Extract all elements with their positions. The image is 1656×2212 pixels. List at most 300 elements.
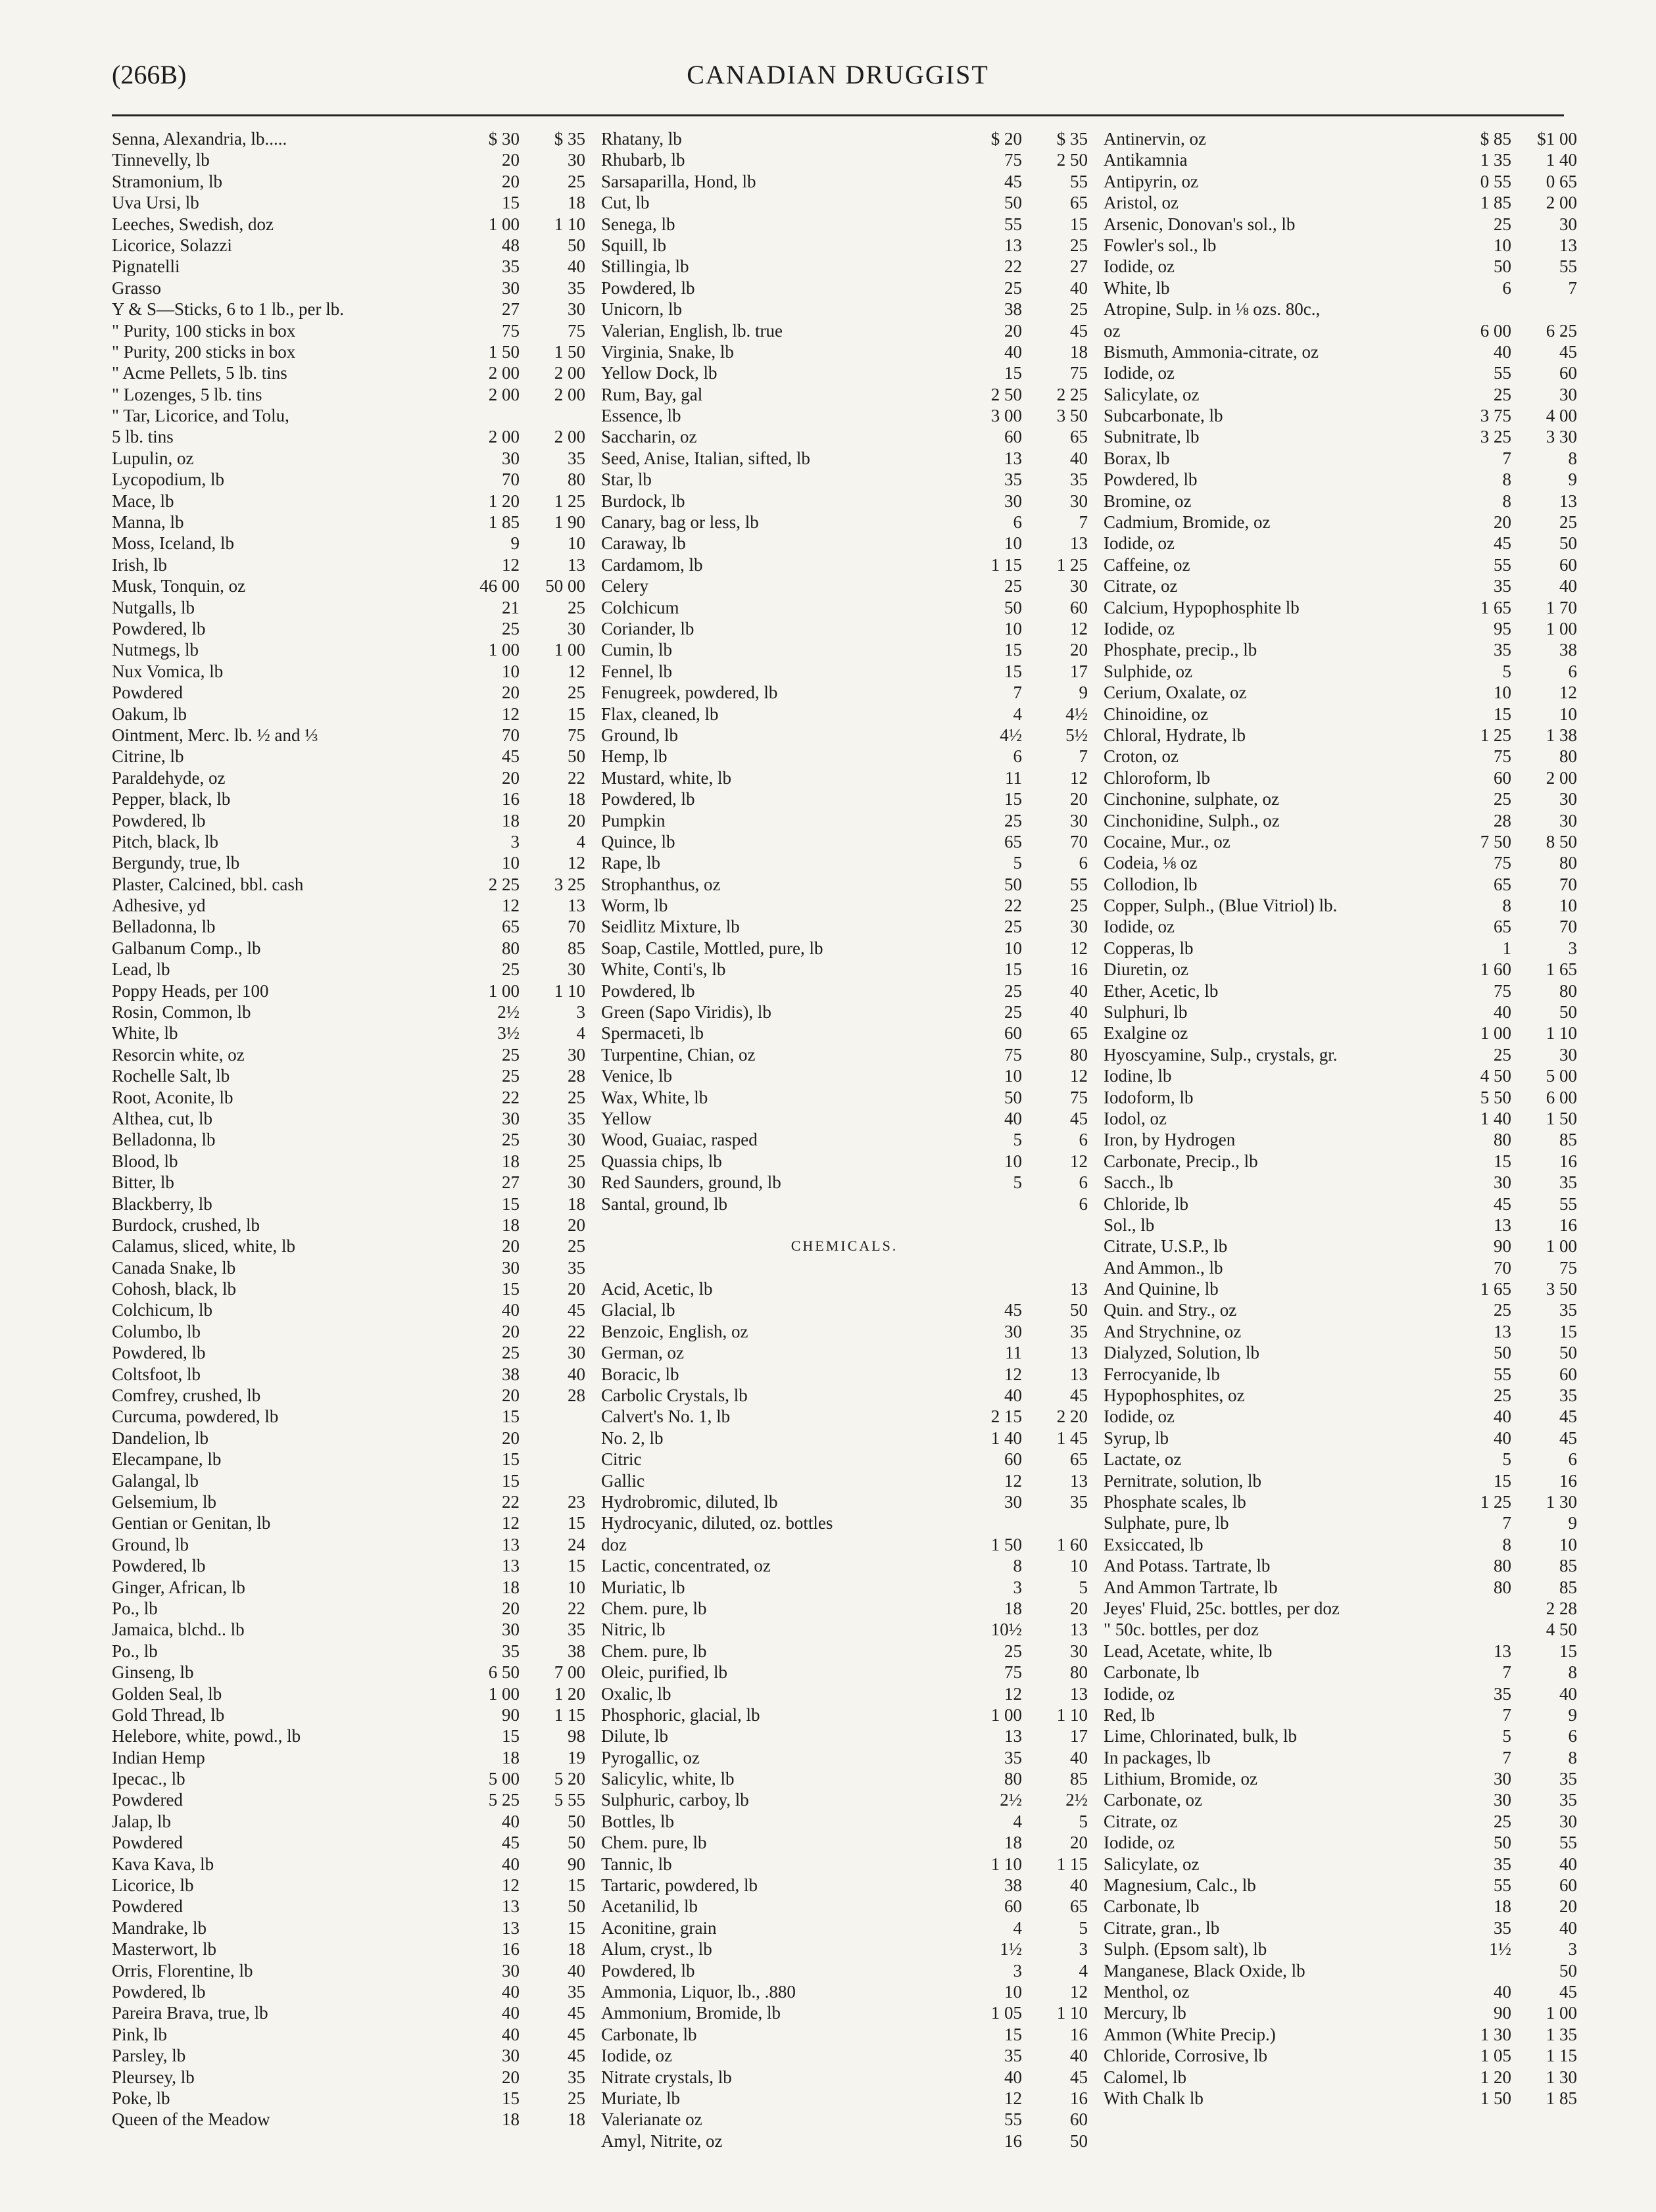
price-row xyxy=(1104,235,1577,256)
item-name: Cerium, Oxalate, oz xyxy=(1104,683,1247,703)
item-name: Hydrobromic, diluted, lb xyxy=(601,1492,778,1512)
item-name: Pitch, black, lb xyxy=(112,831,218,852)
price-low: 8 xyxy=(1013,1556,1022,1576)
price-low: 60 xyxy=(1004,1449,1022,1470)
price-high: 15 xyxy=(568,1917,585,1938)
price-low: 45 xyxy=(502,1833,520,1853)
price-high: 5 xyxy=(1079,1917,1088,1938)
price-row xyxy=(1104,810,1577,831)
price-column-1 xyxy=(112,128,585,2152)
item-name: Powdered xyxy=(112,1896,183,1917)
price-high: 20 xyxy=(1559,1896,1577,1917)
price-row xyxy=(601,512,1088,533)
price-row xyxy=(1104,299,1577,320)
price-low: 7 xyxy=(1013,683,1022,703)
price-low: 13 xyxy=(502,1534,520,1554)
price-row xyxy=(1104,533,1577,554)
price-low: 30 xyxy=(1004,491,1022,511)
item-name: Phosphate scales, lb xyxy=(1104,1492,1246,1512)
price-high: 5 xyxy=(1079,1577,1088,1597)
item-name: And Quinine, lb xyxy=(1104,1279,1219,1299)
price-high: 40 xyxy=(1559,1917,1577,1938)
price-row xyxy=(1104,852,1577,873)
price-low: 6 50 xyxy=(488,1662,520,1683)
price-row xyxy=(1104,448,1577,469)
item-name: Kava Kava, lb xyxy=(112,1854,214,1874)
price-row xyxy=(112,597,585,618)
price-high: 90 xyxy=(568,1854,585,1874)
price-high: 60 xyxy=(1559,363,1577,383)
price-high: 30 xyxy=(568,1130,585,1150)
price-low: 35 xyxy=(1494,1683,1511,1704)
price-low: 1 20 xyxy=(488,491,520,511)
price-low: 22 xyxy=(502,1492,520,1512)
price-low: 15 xyxy=(502,1449,520,1470)
price-low: 50 xyxy=(1004,597,1022,617)
price-low: 15 xyxy=(502,193,520,213)
price-row xyxy=(601,1278,1088,1299)
price-high: 30 xyxy=(568,618,585,638)
price-row xyxy=(1104,2045,1577,2066)
item-name: Bitter, lb xyxy=(112,1172,174,1193)
item-name: Root, Aconite, lb xyxy=(112,1087,233,1107)
item-name: Salicylic, white, lb xyxy=(601,1769,735,1789)
price-low: 25 xyxy=(502,1044,520,1065)
price-low: 6 xyxy=(1502,277,1511,298)
price-column-3 xyxy=(1104,128,1577,2152)
price-low: 25 xyxy=(1004,1002,1022,1022)
item-name: Atropine, Sulp. in ⅛ ozs. 80c., xyxy=(1104,299,1321,320)
price-row xyxy=(112,1811,585,1832)
price-low: 16 xyxy=(502,1939,520,1960)
price-high: 1 10 xyxy=(554,214,585,234)
item-name: Powdered, lb xyxy=(1104,469,1198,490)
item-name: Citrate, U.S.P., lb xyxy=(1104,1236,1228,1257)
price-low: 90 xyxy=(502,1704,520,1725)
price-row xyxy=(112,1001,585,1022)
price-row xyxy=(112,1257,585,1278)
price-row xyxy=(1104,1428,1577,1449)
item-name: Iodide, oz xyxy=(1104,1683,1175,1704)
price-high: 50 xyxy=(568,1833,585,1853)
item-name: Ginseng, lb xyxy=(112,1662,194,1683)
price-row xyxy=(1104,1065,1577,1086)
price-low: 25 xyxy=(1494,1300,1511,1320)
price-high: 1 10 xyxy=(1056,1704,1088,1725)
price-high: 9 xyxy=(1568,469,1577,490)
price-row xyxy=(112,384,585,405)
price-row xyxy=(601,1449,1088,1470)
price-high: 15 xyxy=(568,1875,585,1896)
price-row xyxy=(112,1854,585,1875)
price-row xyxy=(601,299,1088,320)
price-high: 5 00 xyxy=(1546,1066,1577,1086)
price-low: 20 xyxy=(502,683,520,703)
item-name: Oxalic, lb xyxy=(601,1683,671,1704)
price-low: 40 xyxy=(502,1854,520,1874)
price-row xyxy=(112,512,585,533)
item-name: Pyrogallic, oz xyxy=(601,1747,700,1767)
price-low: 2 00 xyxy=(488,384,520,404)
price-low: 1 50 xyxy=(990,1534,1022,1554)
price-high: 60 xyxy=(1559,1364,1577,1384)
price-high: 50 xyxy=(1559,1960,1577,1981)
price-low: 1½ xyxy=(1000,1939,1022,1960)
price-row xyxy=(601,1001,1088,1022)
price-row xyxy=(112,341,585,362)
price-low: 70 xyxy=(502,725,520,745)
price-high: 35 xyxy=(1070,469,1088,490)
price-low: 50 xyxy=(1494,1833,1511,1853)
price-row xyxy=(112,661,585,682)
price-row xyxy=(601,938,1088,959)
price-high: 18 xyxy=(1070,341,1088,362)
item-name: Calvert's No. 1, lb xyxy=(601,1407,731,1427)
item-name: Chloroform, lb xyxy=(1104,767,1210,788)
price-row xyxy=(601,256,1088,277)
item-name: Rhubarb, lb xyxy=(601,150,685,170)
item-name: Chloral, Hydrate, lb xyxy=(1104,725,1246,745)
item-name: And Ammon., lb xyxy=(1104,1257,1223,1278)
item-name: Bromine, oz xyxy=(1104,491,1192,511)
item-name: Oleic, purified, lb xyxy=(601,1662,727,1683)
price-low: 70 xyxy=(1494,1257,1511,1278)
price-high: 2 00 xyxy=(554,363,585,383)
item-name: Magnesium, Calc., lb xyxy=(1104,1875,1256,1896)
price-high: 70 xyxy=(568,917,585,937)
price-row xyxy=(112,575,585,596)
item-name: Bismuth, Ammonia-citrate, oz xyxy=(1104,341,1319,362)
price-low: 20 xyxy=(502,1428,520,1448)
item-name: Hydrocyanic, diluted, oz. bottles xyxy=(601,1513,833,1533)
item-name: Copper, Sulph., (Blue Vitriol) lb. xyxy=(1104,896,1338,916)
price-low: 25 xyxy=(1004,917,1022,937)
price-row xyxy=(1104,1449,1577,1470)
price-high: 2 28 xyxy=(1546,1598,1577,1618)
price-row xyxy=(112,1385,585,1406)
price-row xyxy=(1104,1044,1577,1065)
item-name: Poke, lb xyxy=(112,2088,170,2108)
item-name: Ground, lb xyxy=(112,1534,189,1554)
price-high: 30 xyxy=(568,299,585,320)
price-low: 12 xyxy=(502,704,520,724)
item-name: Plaster, Calcined, bbl. cash xyxy=(112,874,304,894)
price-row xyxy=(1104,1172,1577,1193)
item-name: Gold Thread, lb xyxy=(112,1704,225,1725)
price-low: 25 xyxy=(1494,789,1511,809)
price-low: 16 xyxy=(1004,2130,1022,2151)
price-low: 1 85 xyxy=(488,512,520,533)
price-low: 5 00 xyxy=(488,1769,520,1789)
item-name: Iodide, oz xyxy=(1104,1833,1175,1853)
price-high: 75 xyxy=(568,725,585,745)
price-row xyxy=(112,874,585,895)
price-low: 22 xyxy=(502,1087,520,1107)
price-low: 50 xyxy=(1004,874,1022,894)
item-name: Ammon (White Precip.) xyxy=(1104,2024,1276,2044)
item-name: Celery xyxy=(601,576,648,596)
price-row xyxy=(601,895,1088,916)
price-row xyxy=(112,1747,585,1768)
item-name: Senna, Alexandria, lb..... xyxy=(112,129,287,149)
item-name: Althea, cut, lb xyxy=(112,1108,212,1128)
price-low: 95 xyxy=(1494,618,1511,638)
item-name: Fenugreek, powdered, lb xyxy=(601,683,778,703)
item-name: Iodide, oz xyxy=(1104,363,1175,383)
price-high: 55 xyxy=(1559,1833,1577,1853)
price-row xyxy=(112,1875,585,1896)
item-name: Iodol, oz xyxy=(1104,1108,1167,1128)
price-low: 46 00 xyxy=(479,576,520,596)
price-high: 1 20 xyxy=(554,1683,585,1704)
price-row xyxy=(1104,1854,1577,1875)
price-low: 50 xyxy=(1494,1343,1511,1363)
price-high: 65 xyxy=(1070,1896,1088,1917)
price-high: 1 10 xyxy=(1056,2003,1088,2023)
price-low: 35 xyxy=(1004,469,1022,490)
price-row xyxy=(112,2109,585,2130)
price-low: 2 25 xyxy=(488,874,520,894)
price-high: 18 xyxy=(568,1193,585,1214)
item-name: Sol., lb xyxy=(1104,1214,1155,1235)
item-name: Powdered, lb xyxy=(112,1343,206,1363)
item-name: Yellow xyxy=(601,1108,652,1128)
price-low: 30 xyxy=(1004,1492,1022,1512)
item-name: Resorcin white, oz xyxy=(112,1044,245,1065)
item-name: Wax, White, lb xyxy=(601,1087,708,1107)
price-row xyxy=(1104,1938,1577,1960)
item-name: White, lb xyxy=(1104,277,1170,298)
price-row xyxy=(112,1321,585,1342)
price-low: 55 xyxy=(1494,554,1511,575)
price-high: 2 00 xyxy=(1546,193,1577,213)
item-name: Alum, cryst., lb xyxy=(601,1939,712,1960)
price-low: 25 xyxy=(502,959,520,980)
price-low: 40 xyxy=(1494,1002,1511,1022)
item-name: Fennel, lb xyxy=(601,661,672,681)
item-name: Muriate, lb xyxy=(601,2088,680,2108)
item-name: With Chalk lb xyxy=(1104,2088,1204,2108)
price-low: 10½ xyxy=(990,1620,1022,1640)
price-high: 45 xyxy=(1559,1981,1577,2002)
price-row xyxy=(601,405,1088,426)
price-low: 3 xyxy=(1013,1577,1022,1597)
price-low: 25 xyxy=(502,618,520,638)
price-high: 35 xyxy=(1070,1492,1088,1512)
price-low: 6 00 xyxy=(1480,320,1511,341)
price-low: 60 xyxy=(1494,767,1511,788)
price-high: 40 xyxy=(1070,2046,1088,2066)
price-low: 8 xyxy=(1502,469,1511,490)
price-high: 45 xyxy=(1070,320,1088,341)
price-high: 60 xyxy=(1559,1875,1577,1896)
item-name: Indian Hemp xyxy=(112,1747,205,1767)
price-row xyxy=(601,1470,1088,1491)
price-row xyxy=(112,1470,585,1491)
price-row xyxy=(112,214,585,235)
price-row xyxy=(112,2088,585,2109)
price-low: 1 00 xyxy=(488,640,520,660)
price-row xyxy=(1104,256,1577,277)
price-row xyxy=(1104,2024,1577,2045)
price-high: 45 xyxy=(1070,1108,1088,1128)
price-low: 18 xyxy=(1004,1833,1022,1853)
price-row xyxy=(601,1428,1088,1449)
price-low: 30 xyxy=(502,2046,520,2066)
price-high: 3 xyxy=(1079,1939,1088,1960)
price-row xyxy=(601,149,1088,170)
price-low: 1½ xyxy=(1489,1939,1511,1960)
price-low: 13 xyxy=(1494,1321,1511,1341)
item-name: Grasso xyxy=(112,277,161,298)
price-high: 22 xyxy=(568,1598,585,1618)
price-low: 75 xyxy=(1494,746,1511,767)
price-low: 1 40 xyxy=(1480,1108,1511,1128)
price-row xyxy=(1104,704,1577,725)
price-row xyxy=(1104,192,1577,213)
price-row xyxy=(112,192,585,213)
price-row xyxy=(112,1555,585,1576)
price-row xyxy=(112,320,585,341)
price-low: 2 50 xyxy=(990,384,1022,404)
price-row xyxy=(601,767,1088,788)
price-high: 35 xyxy=(1559,1769,1577,1789)
price-low: 5 50 xyxy=(1480,1087,1511,1107)
item-name: Lead, lb xyxy=(112,959,170,980)
price-low: 12 xyxy=(1004,2088,1022,2108)
price-low: 45 xyxy=(1494,533,1511,554)
price-low: 1 25 xyxy=(1480,1492,1511,1512)
item-name: Powdered, lb xyxy=(112,1556,206,1576)
price-low: 11 xyxy=(1005,767,1022,788)
price-high: 13 xyxy=(1559,491,1577,511)
price-low: 75 xyxy=(502,320,520,341)
item-name: Musk, Tonquin, oz xyxy=(112,576,246,596)
price-low: 20 xyxy=(502,150,520,170)
price-row xyxy=(112,1512,585,1533)
price-high: 1 00 xyxy=(1546,2003,1577,2023)
item-name: Red Saunders, ground, lb xyxy=(601,1172,781,1193)
price-row xyxy=(112,1129,585,1150)
price-low: 40 xyxy=(502,1300,520,1320)
price-low: 55 xyxy=(1004,214,1022,234)
price-low: 5 xyxy=(1502,661,1511,681)
price-row xyxy=(112,128,585,149)
price-low: 20 xyxy=(502,1236,520,1257)
item-name: Ground, lb xyxy=(601,725,678,745)
item-name: Powdered, lb xyxy=(112,618,206,638)
price-low: 7 50 xyxy=(1480,831,1511,852)
price-row xyxy=(601,491,1088,512)
price-row xyxy=(601,341,1088,362)
price-low: 65 xyxy=(502,917,520,937)
price-high: 25 xyxy=(1070,299,1088,320)
item-name: Paraldehyde, oz xyxy=(112,767,226,788)
item-name: Iodoform, lb xyxy=(1104,1087,1194,1107)
price-low: 7 xyxy=(1502,1747,1511,1767)
price-row xyxy=(112,1108,585,1129)
price-row xyxy=(1104,767,1577,788)
price-high: 45 xyxy=(1559,1407,1577,1427)
item-name: Burdock, crushed, lb xyxy=(112,1214,260,1235)
item-name: " Purity, 200 sticks in box xyxy=(112,341,296,362)
price-low: 12 xyxy=(502,1875,520,1896)
price-high: 12 xyxy=(1070,1151,1088,1171)
price-row xyxy=(112,1214,585,1236)
price-row xyxy=(601,426,1088,447)
price-low: 4 50 xyxy=(1480,1066,1511,1086)
price-high: 85 xyxy=(1559,1556,1577,1576)
item-name: Soap, Castile, Mottled, pure, lb xyxy=(601,938,823,958)
item-name: Masterwort, lb xyxy=(112,1939,216,1960)
item-name: And Potass. Tartrate, lb xyxy=(1104,1556,1271,1576)
price-row xyxy=(1104,469,1577,490)
price-row xyxy=(1104,746,1577,767)
price-high: 19 xyxy=(568,1747,585,1767)
price-row xyxy=(1104,1683,1577,1704)
item-name: Cumin, lb xyxy=(601,640,673,660)
price-row xyxy=(1104,1662,1577,1683)
item-name: Powdered, lb xyxy=(601,980,695,1001)
item-name: Caraway, lb xyxy=(601,533,686,554)
item-name: Cinchonidine, Sulph., oz xyxy=(1104,810,1280,830)
price-row xyxy=(1104,788,1577,809)
price-high: 28 xyxy=(568,1066,585,1086)
price-low: 25 xyxy=(1494,1385,1511,1406)
price-high: 1 00 xyxy=(1546,1236,1577,1257)
price-low: 30 xyxy=(1004,1321,1022,1341)
price-low: 5 xyxy=(1013,853,1022,873)
price-row xyxy=(601,1534,1088,1555)
price-row xyxy=(1104,1236,1577,1257)
price-low: 3 75 xyxy=(1480,406,1511,426)
item-name: Colchicum xyxy=(601,597,679,617)
price-high: 1 70 xyxy=(1546,597,1577,617)
item-name: Lactate, oz xyxy=(1104,1449,1182,1470)
price-high: 25 xyxy=(568,597,585,617)
item-name: Powdered, lb xyxy=(601,1960,695,1981)
price-row xyxy=(112,2067,585,2088)
price-high: 16 xyxy=(1559,1470,1577,1491)
item-name: Chinoidine, oz xyxy=(1104,704,1208,724)
price-row xyxy=(1104,597,1577,618)
price-low: 60 xyxy=(1004,427,1022,447)
item-name: Uva Ursi, lb xyxy=(112,193,199,213)
price-row xyxy=(601,2130,1088,2152)
price-low: 45 xyxy=(1004,171,1022,191)
price-high: 10 xyxy=(568,533,585,554)
price-row xyxy=(112,1299,585,1320)
price-low: 70 xyxy=(502,469,520,490)
price-low: 22 xyxy=(1004,256,1022,277)
price-low: 10 xyxy=(1004,1066,1022,1086)
price-low: 35 xyxy=(1494,576,1511,596)
price-row xyxy=(1104,1875,1577,1896)
price-row xyxy=(1104,1321,1577,1342)
price-low: 65 xyxy=(1494,917,1511,937)
item-name: Bergundy, true, lb xyxy=(112,853,240,873)
price-high: 13 xyxy=(568,896,585,916)
price-high: 40 xyxy=(1070,1747,1088,1767)
price-low: 1 xyxy=(1502,938,1511,958)
price-row xyxy=(1104,725,1577,746)
price-low: 10 xyxy=(502,661,520,681)
price-high: 60 xyxy=(1559,554,1577,575)
price-high: 17 xyxy=(1070,1726,1088,1746)
price-low: 7 xyxy=(1502,448,1511,468)
price-low: 5 xyxy=(1502,1726,1511,1746)
price-high: 85 xyxy=(1559,1577,1577,1597)
